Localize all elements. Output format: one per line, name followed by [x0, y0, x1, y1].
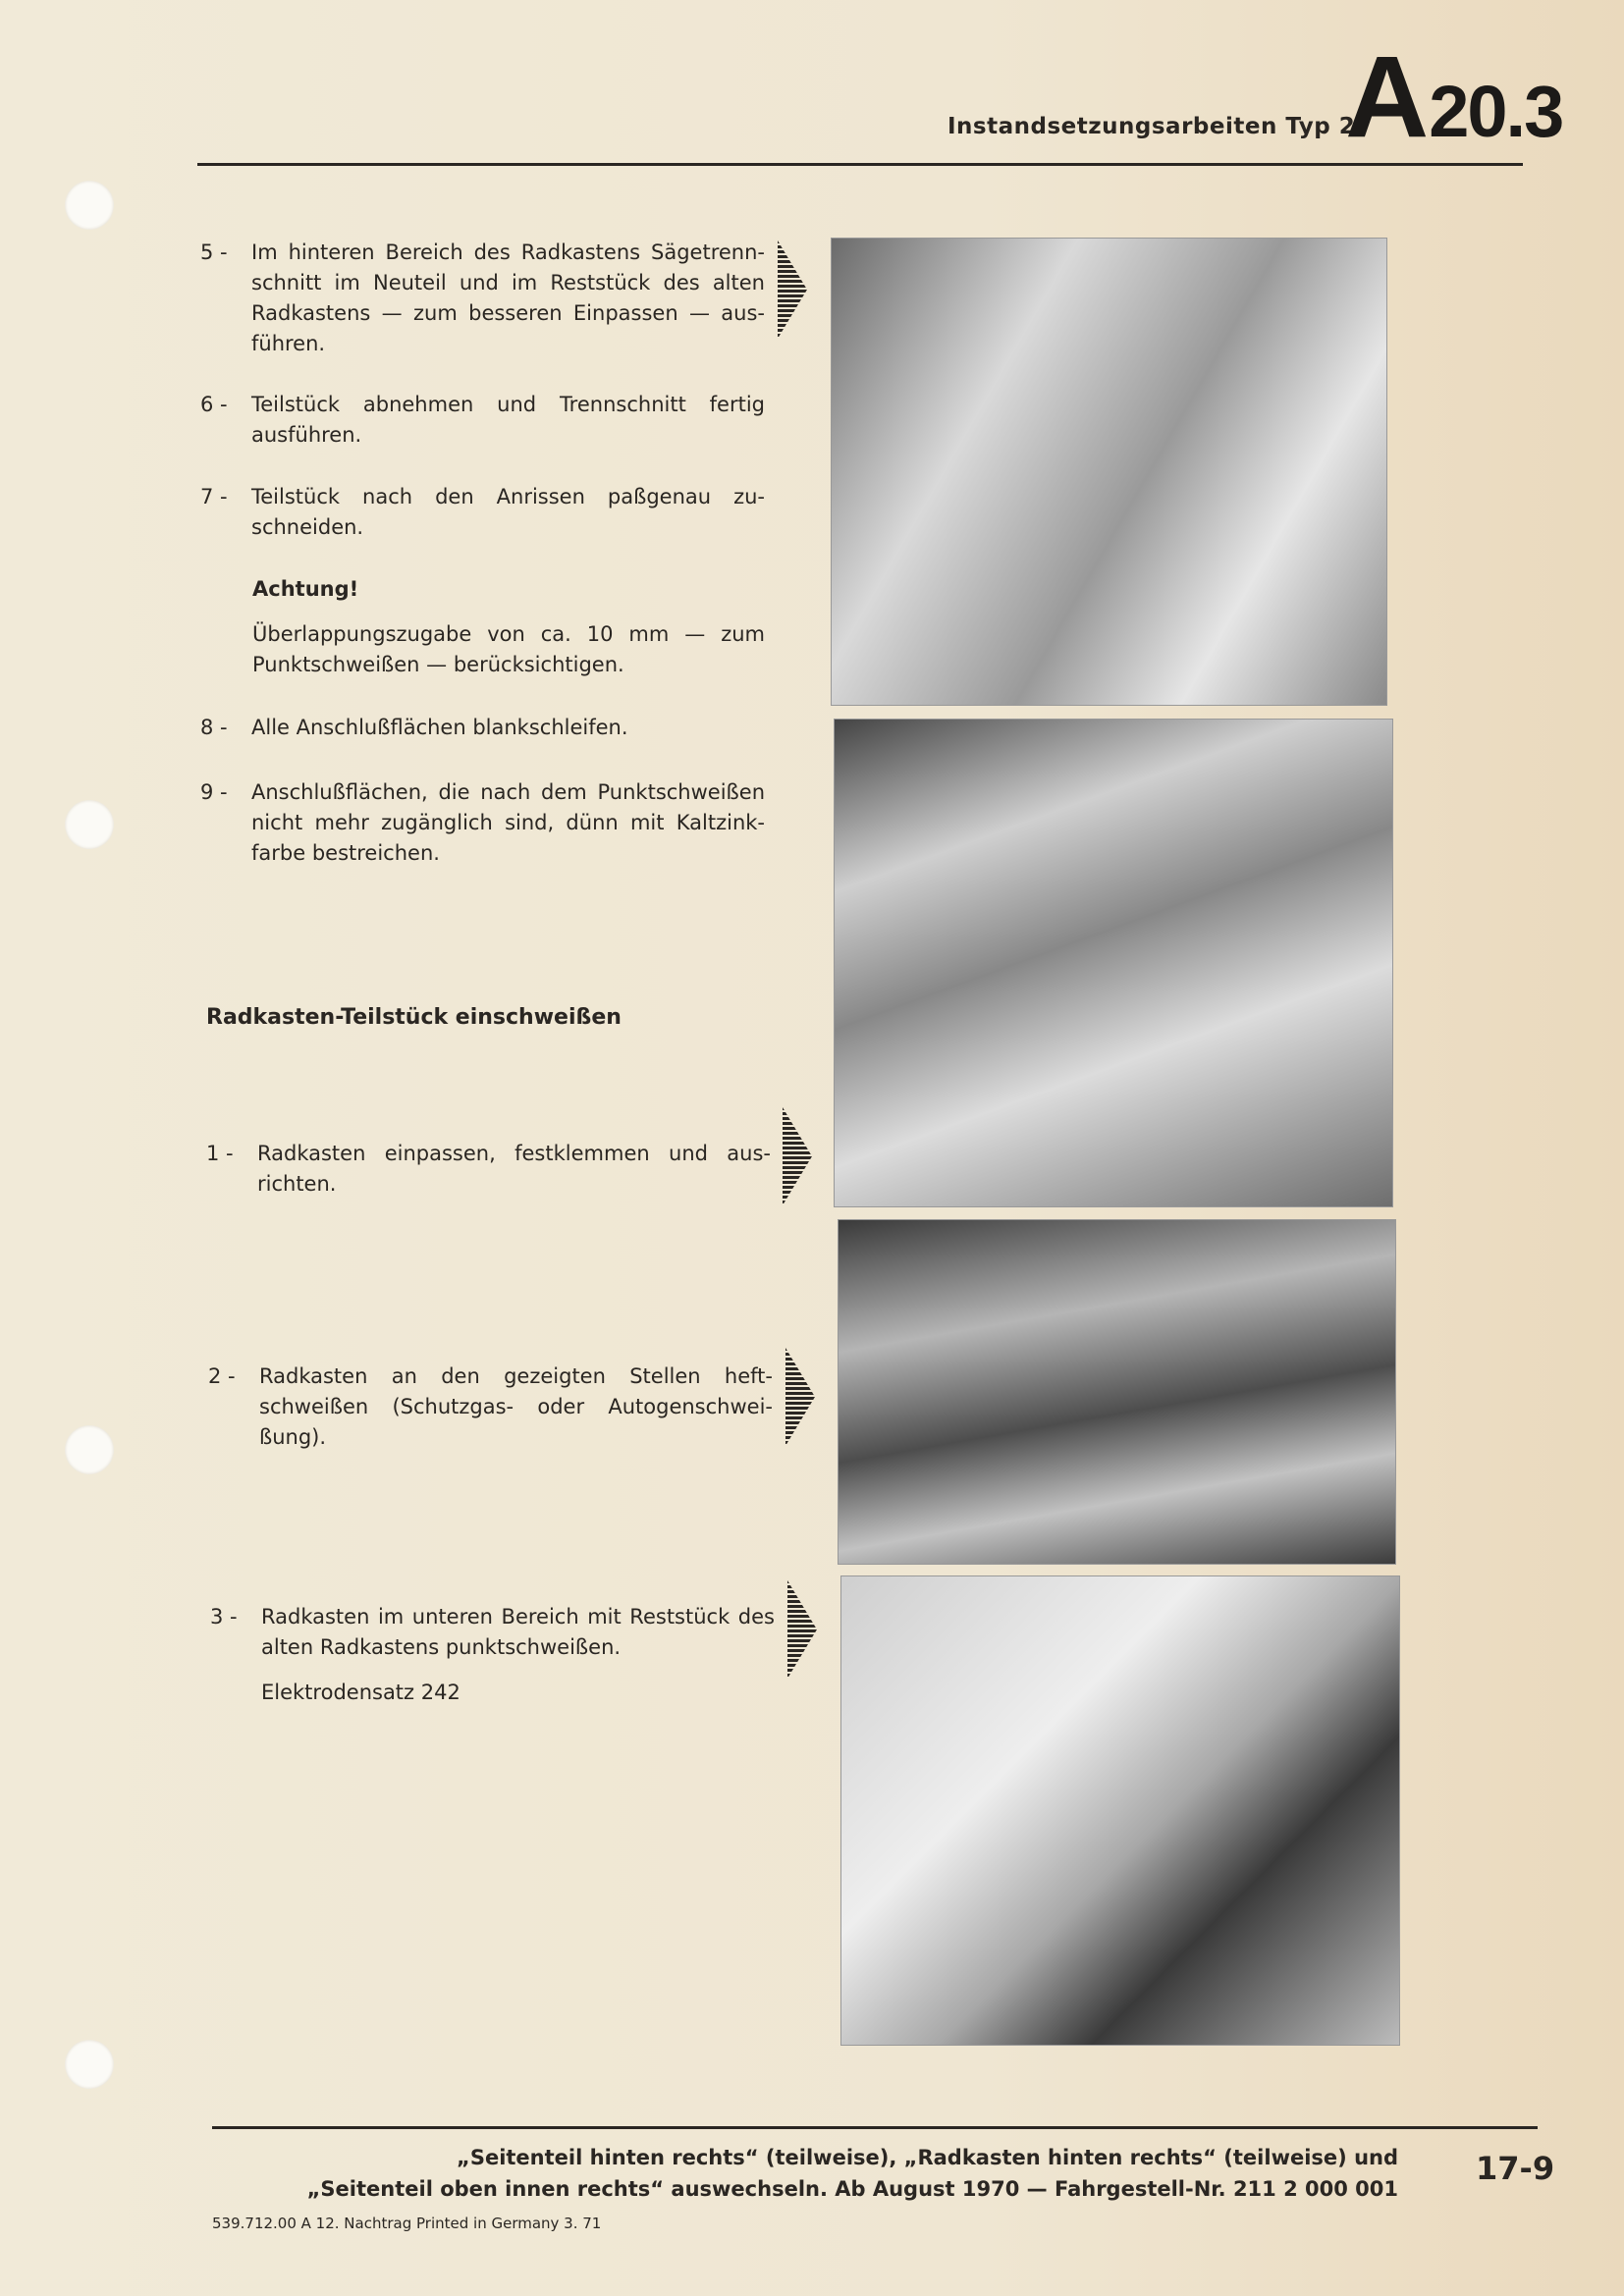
footer-line-1: „Seitenteil hinten rechts“ (teilweise), „Radkasten hinten rechts“ (teilweise) und [457, 2146, 1398, 2169]
footer-rule [212, 2126, 1538, 2129]
step-number: 9 - [200, 780, 228, 804]
step-9 [200, 777, 765, 869]
step-2 [208, 1362, 773, 1453]
step-text: Alle Anschlußflächen blankschleifen. [251, 716, 628, 739]
photo-wheel-housing-clamped [834, 719, 1393, 1207]
binder-hole [65, 1425, 114, 1474]
step-5 [200, 238, 765, 359]
arrow-pointer-icon [783, 1107, 812, 1205]
step-number: 5 - [200, 240, 228, 264]
arrow-pointer-icon [778, 240, 807, 339]
step-number: 7 - [200, 485, 228, 508]
step-text: Teilstück nach den Anrissen paßgenau zuschneiden. [251, 485, 765, 539]
arrow-pointer-icon [787, 1580, 817, 1679]
note-text: Überlappungszugabe von ca. 10 mm — zum Punktschweißen — berücksichtigen. [252, 622, 765, 676]
step-7 [200, 482, 765, 543]
section-heading: Radkasten-Teilstück einschweißen [206, 1005, 622, 1030]
step-number: 8 - [200, 716, 228, 739]
step-number: 6 - [200, 393, 228, 416]
step-1 [206, 1139, 771, 1200]
step-text: Radkasten an den gezeigten Stellen heftschweißen (Schutzgas- oder Autogenschweißung). [259, 1364, 773, 1449]
photo-spot-welding [840, 1575, 1400, 2046]
step-number: 2 - [208, 1364, 236, 1388]
print-info: 539.712.00 A 12. Nachtrag Printed in Germany 3. 71 [212, 2215, 602, 2232]
binder-hole [65, 2040, 114, 2089]
section-title: Instandsetzungsarbeiten Typ 2 [947, 114, 1356, 139]
binder-hole [65, 800, 114, 849]
binder-hole [65, 181, 114, 230]
note-title: Achtung! [252, 577, 359, 601]
photo-tack-weld-points [838, 1219, 1396, 1565]
step-text: Radkasten im unteren Bereich mit Reststück des alten Radkastens punktschweißen. [261, 1605, 775, 1659]
step-6 [200, 390, 765, 451]
step-text: Radkasten einpassen, festklemmen und ausrichten. [257, 1142, 771, 1196]
photo-saw-cut-wheel-housing [831, 238, 1387, 706]
page-code [1345, 32, 1563, 162]
footer-line-2: „Seitenteil oben innen rechts“ auswechseln. Ab August 1970 — Fahrgestell-Nr. 211 2 000 001 [306, 2177, 1398, 2201]
step-number: 3 - [210, 1605, 238, 1629]
step-text: Teilstück abnehmen und Trennschnitt fertig ausführen. [251, 393, 765, 447]
step-number: 1 - [206, 1142, 234, 1165]
page-number: 17-9 [1476, 2150, 1555, 2187]
arrow-pointer-icon [785, 1348, 815, 1446]
code-letter: A [1345, 32, 1430, 162]
step-8 [200, 713, 765, 743]
step-text: Im hinteren Bereich des Radkastens Sägetrennschnitt im Neuteil und im Reststück des alten Radkastens — zum besseren Einpassen — ausführen. [251, 240, 765, 355]
code-number: 20.3 [1429, 71, 1563, 152]
step-3 [210, 1602, 775, 1663]
electrode-note: Elektrodensatz 242 [261, 1681, 460, 1704]
step-text: Anschlußflächen, die nach dem Punktschweißen nicht mehr zugänglich sind, dünn mit Kaltzinkfarbe bestreichen. [251, 780, 765, 865]
header-rule [197, 163, 1523, 166]
